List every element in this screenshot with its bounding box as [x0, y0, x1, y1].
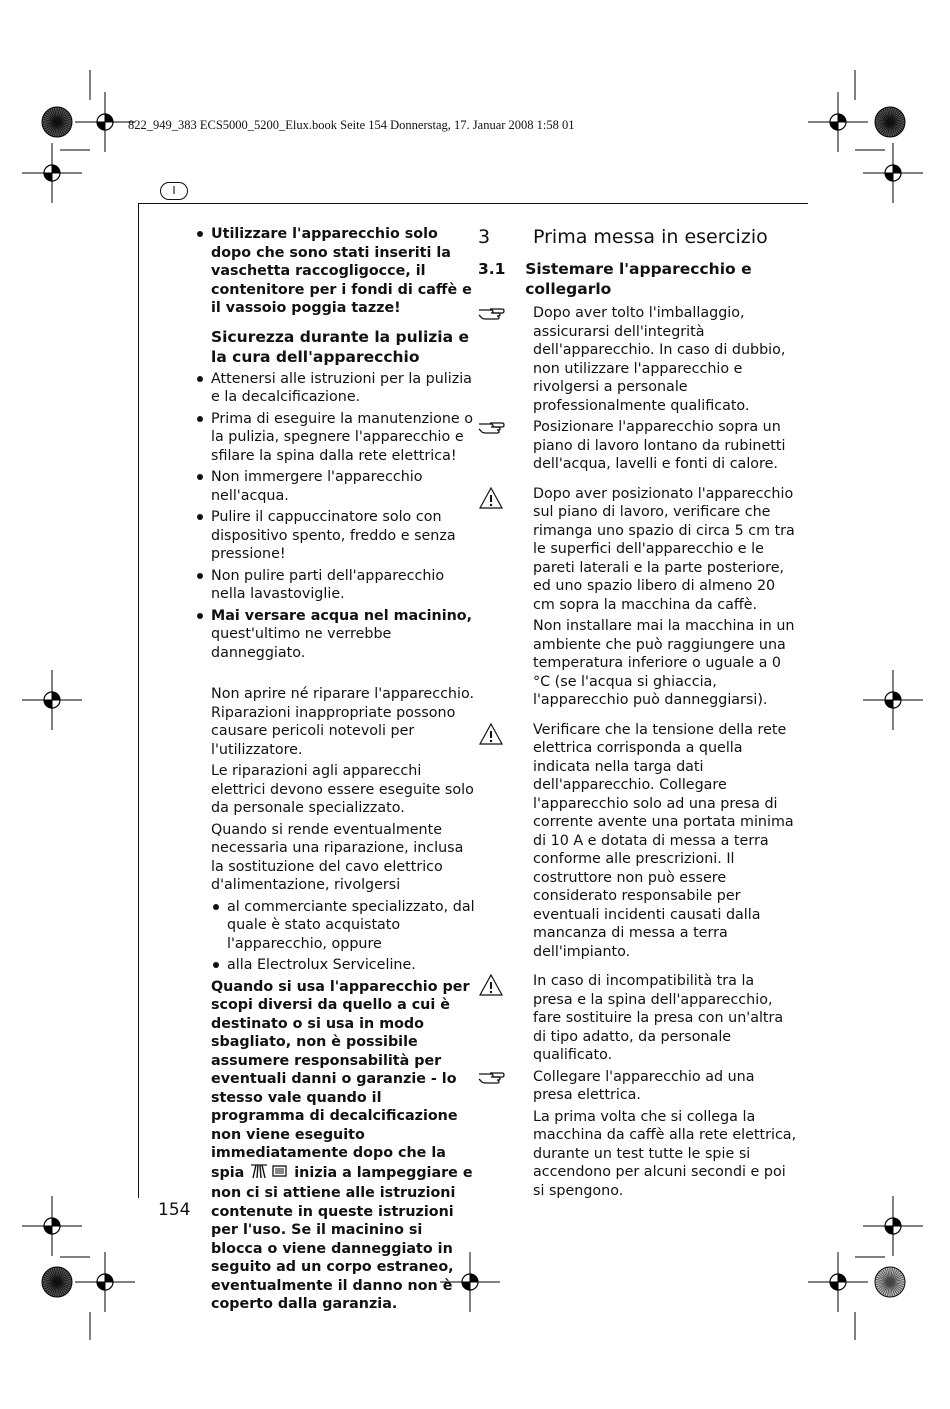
warning-text: In caso di incompatibilità tra la presa e la spina dell'apparecchio, fare sostituire la presa con un'altra di tipo adatto, da personale qualificato.	[533, 973, 784, 1063]
color-wheel-icon	[42, 107, 72, 137]
color-wheel-icon	[42, 1267, 72, 1297]
pointing-hand-icon	[478, 1073, 508, 1089]
warning-triangle-icon	[478, 498, 504, 514]
list-item: alla Electrolux Serviceline.	[212, 956, 476, 975]
print-header: 822_949_383 ECS5000_5200_Elux.book Seite 154 Donnerstag, 17. Januar 2008 1:58 01	[128, 118, 575, 132]
registration-mark-icon	[863, 143, 923, 203]
liability-paragraph	[196, 978, 476, 1314]
registration-mark-icon	[863, 670, 923, 730]
list-item: Prima di eseguire la manutenzione o la pulizia, spegnere l'apparecchio e sfilare la spina dalla rete elettrica!	[196, 410, 476, 466]
color-wheel-icon	[875, 107, 905, 137]
registration-mark-icon	[22, 670, 82, 730]
left-column	[196, 225, 476, 1317]
warning-triangle-icon	[478, 985, 504, 1001]
color-wheel-icon	[875, 1267, 905, 1297]
section-heading	[478, 225, 798, 249]
left-rule	[138, 203, 139, 1198]
subsection-heading	[478, 259, 798, 299]
final-paragraph: La prima volta che si collega la macchina da caffè alla rete elettrica, durante un test tutte le spie si accendono per alcuni secondi e poi si spengono.	[533, 1108, 797, 1199]
page-number: 154	[158, 1200, 191, 1220]
subsection-title: Sistemare l'apparecchio e collegarlo	[525, 260, 752, 298]
warning-text: Verificare che la tensione della rete elettrica corrisponda a quella indicata nella targa dati dell'apparecchio. Collegare l'apparecchio solo ad una presa di corrente avente una portata minima di 10 A e dotata di messa a terra conforme alle prescrizioni. Il costruttore non può essere considerato responsabile per eventuali incidenti causati dalla mancanza di messa a terra dell'impianto.	[533, 721, 794, 960]
hint-note	[478, 304, 798, 415]
list-item: Non immergere l'apparecchio nell'acqua.	[196, 468, 476, 505]
hint-text: Posizionare l'apparecchio sopra un piano di lavoro lontano da rubinetti dell'acqua, lavelli e fonti di calore.	[533, 419, 786, 472]
list-item: Pulire il cappuccinatore solo con dispositivo spento, freddo e senza pressione!	[196, 508, 476, 564]
liability-text-2: inizia a lampeggiare e non ci si attiene alle istruzioni contenute in queste istruzioni per l'uso. Se il macinino si blocca o viene danneggiato in seguito ad un corpo estraneo, eventualmente il danno non è coperto dalla garanzia.	[211, 1164, 473, 1312]
language-badge: I	[160, 182, 188, 200]
hint-text: Collegare l'apparecchio ad una presa elettrica.	[533, 1068, 755, 1103]
repair-paragraph: Quando si rende eventualmente necessaria una riparazione, inclusa la sostituzione del cavo elettrico d'alimentazione, rivolgersi	[211, 821, 464, 893]
registration-mark-icon	[22, 1196, 82, 1256]
warning-note	[478, 972, 798, 1065]
warning-text: Dopo aver posizionato l'apparecchio sul piano di lavoro, verificare che rimanga uno spazio di circa 5 cm tra le superfici dell'apparecchio e le pareti laterali e la parte posteriore, ed uno spazio libero di almeno 20 cm sopra la macchina da caffè.	[533, 485, 795, 613]
repair-paragraph: Non aprire né riparare l'apparecchio. Riparazioni inappropriate possono causare pericoli notevoli per l'utilizzatore.	[211, 686, 474, 758]
top-rule	[138, 203, 808, 204]
registration-mark-icon	[75, 92, 135, 152]
cleaning-heading: Sicurezza durante la pulizia e la cura dell'apparecchio	[211, 327, 469, 366]
repair-paragraph: Le riparazioni agli apparecchi elettrici devono essere eseguite solo da personale specializzato.	[211, 763, 474, 816]
warning-triangle-icon	[478, 734, 504, 750]
hint-text: Dopo aver tolto l'imballaggio, assicurarsi dell'integrità dell'apparecchio. In caso di dubbio, non utilizzare l'apparecchio e rivolgersi a personale professionalmente qualificato.	[533, 305, 786, 414]
warning-note	[478, 485, 798, 615]
registration-mark-icon	[75, 1252, 135, 1312]
hint-note	[478, 418, 798, 474]
subsection-number: 3.1	[478, 260, 506, 278]
list-item-grinder	[196, 607, 476, 663]
hint-note	[478, 1068, 798, 1105]
pointing-hand-icon	[478, 423, 508, 439]
list-item: Utilizzare l'apparecchio solo dopo che sono stati inseriti la vaschetta raccogligocce, il contenitore per i fondi di caffè e il vassoio poggia tazze!	[196, 225, 476, 318]
liability-text-1: Quando si usa l'apparecchio per scopi diversi da quello a cui è destinato o si usa in modo sbagliato, non è possibile assumere responsabilità per eventuali danni o garanzie - lo stesso vale quando il programma di decalcificazione non viene eseguito immediatamente dopo che la spia	[211, 978, 470, 1181]
warning-note	[478, 721, 798, 962]
grinder-warning-bold: Mai versare acqua nel macinino,	[211, 607, 473, 624]
warning-extra: Non installare mai la macchina in un ambiente che può raggiungere una temperatura inferiore o uguale a 0 °C (se l'acqua si ghiaccia, l'apparecchio può danneggiarsi).	[533, 618, 795, 708]
registration-mark-icon	[863, 1196, 923, 1256]
pointing-hand-icon	[478, 309, 508, 325]
registration-mark-icon	[22, 143, 82, 203]
list-item: Attenersi alle istruzioni per la pulizia e la decalcificazione.	[196, 370, 476, 407]
registration-mark-icon	[808, 92, 868, 152]
grinder-warning-rest: quest'ultimo ne verrebbe danneggiato.	[211, 626, 392, 661]
list-item: Non pulire parti dell'apparecchio nella lavastoviglie.	[196, 567, 476, 604]
registration-mark-icon	[808, 1252, 868, 1312]
list-item: al commerciante specializzato, dal quale è stato acquistato l'apparecchio, oppure	[212, 898, 476, 954]
section-title: Prima messa in esercizio	[533, 226, 768, 248]
decalcify-lamp-icon	[249, 1163, 289, 1185]
section-number: 3	[478, 226, 491, 248]
right-column	[478, 225, 798, 1203]
